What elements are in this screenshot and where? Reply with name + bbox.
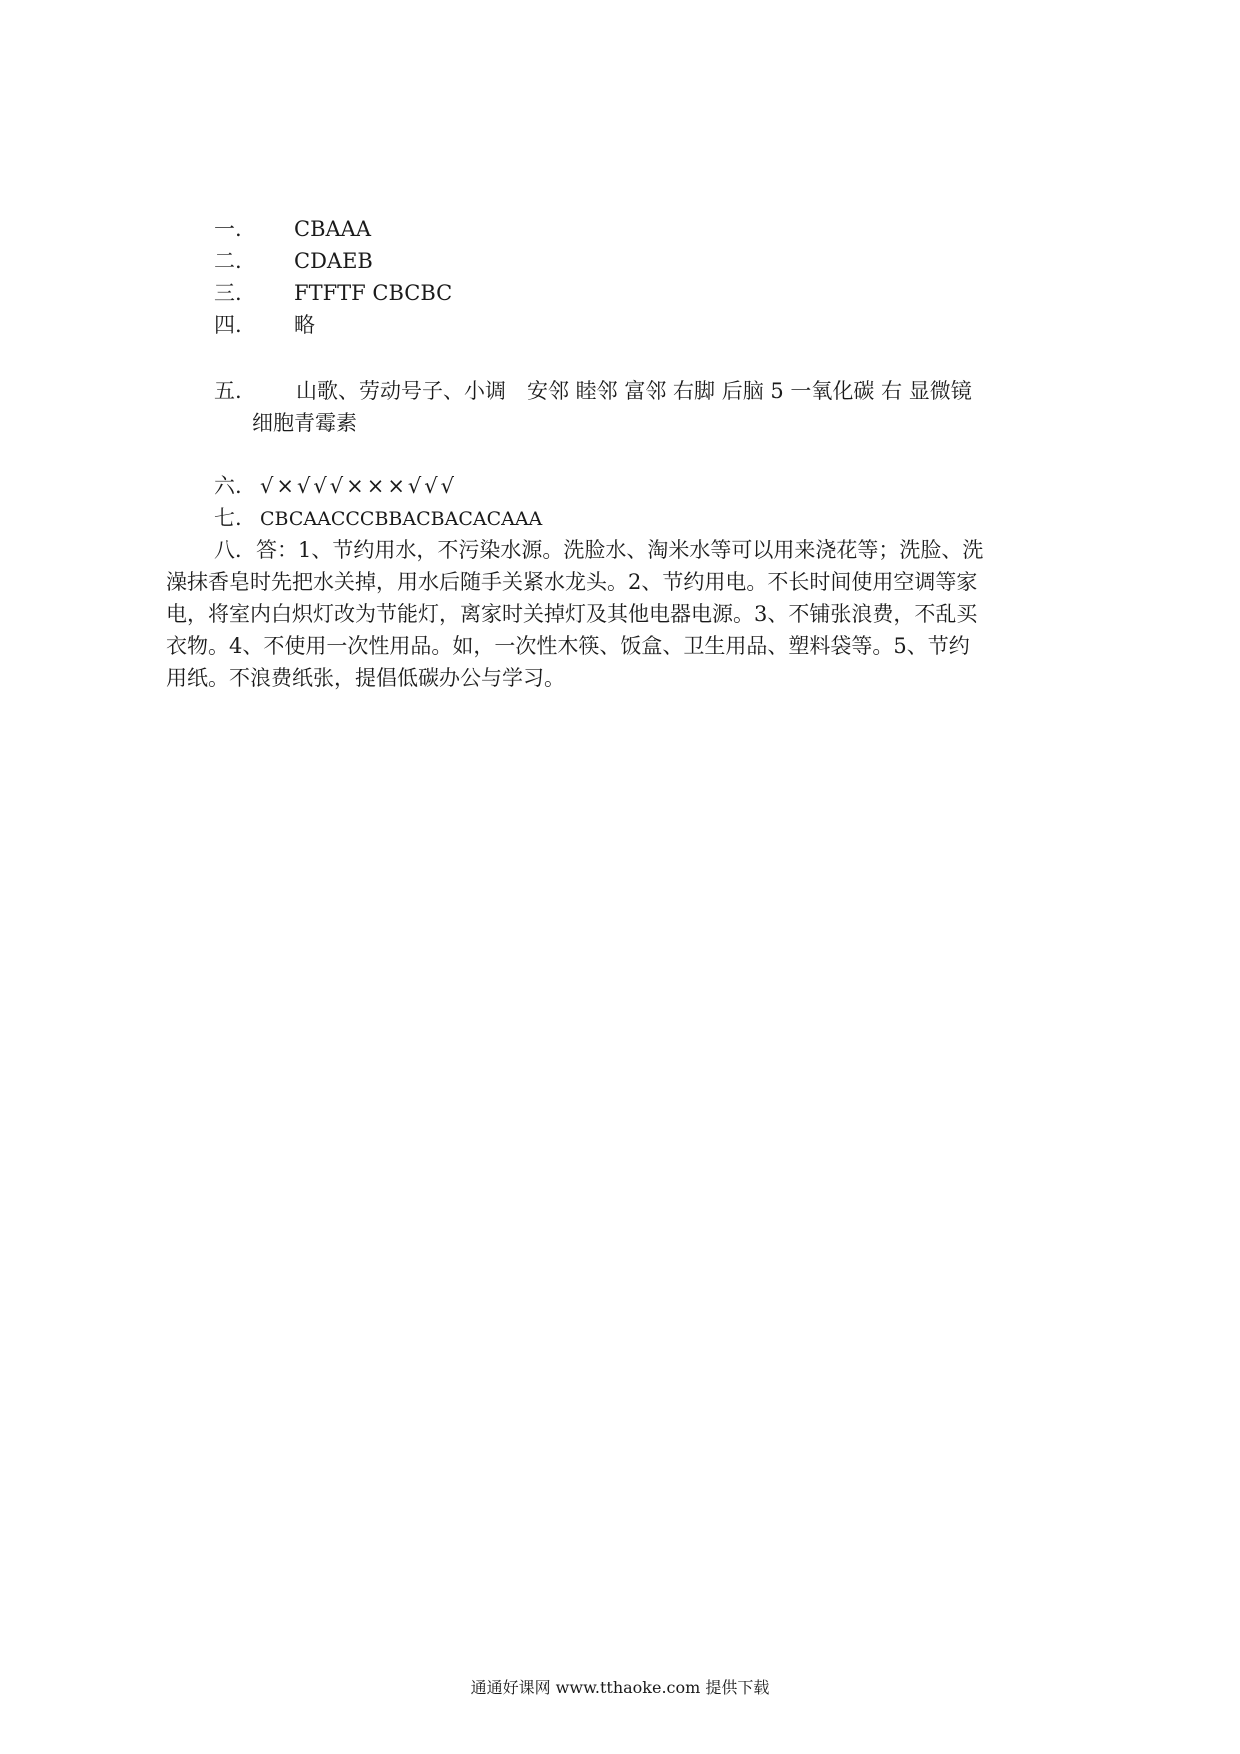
answer-2-text: CDAEB [294, 249, 373, 273]
answer-3-number: 三. [214, 281, 242, 305]
answer-8-line-5 [166, 662, 565, 694]
answer-6-number: 六. [214, 474, 242, 498]
footer-text: 通通好课网 www.tthaoke.com 提供下载 [470, 1678, 770, 1697]
answer-4-text: 略 [294, 313, 315, 337]
answer-3 [214, 277, 452, 309]
answer-7 [214, 502, 542, 535]
answer-8-line-1 [214, 534, 983, 566]
answer-2-number: 二. [214, 249, 242, 273]
answer-8-line-2 [166, 566, 977, 598]
answer-8-line-4 [166, 630, 970, 662]
answer-1-text: CBAAA [294, 217, 371, 241]
page-footer [0, 1676, 1240, 1700]
answer-8-text-3: 电，将室内白炽灯改为节能灯，离家时关掉灯及其他电器电源。3、不铺张浪费，不乱买 [166, 602, 978, 626]
answer-4-number: 四. [214, 313, 242, 337]
answer-6 [214, 470, 457, 502]
answer-7-number: 七. [214, 506, 242, 530]
answer-5-line-2 [252, 407, 357, 439]
answer-5-continuation: 细胞青霉素 [252, 411, 357, 435]
answer-8-text-4: 衣物。4、不使用一次性用品。如，一次性木筷、饭盒、卫生用品、塑料袋等。5、节约 [166, 634, 970, 658]
answer-5-text: 山歌、劳动号子、小调 安邻 睦邻 富邻 右脚 后脑 5 一氧化碳 右 显微镜 [296, 379, 972, 403]
answer-8-text-1: 八．答：1、节约用水，不污染水源。洗脸水、淘米水等可以用来浇花等；洗脸、洗 [214, 538, 984, 562]
answer-5-line-1 [214, 375, 972, 407]
answer-1-number: 一. [214, 217, 242, 241]
answer-2 [214, 245, 373, 277]
answer-5-number: 五. [214, 379, 242, 403]
answer-6-text: √×√√√×××√√√ [260, 474, 458, 498]
answer-3-text: FTFTF CBCBC [294, 281, 453, 305]
answer-8-text-5: 用纸。不浪费纸张，提倡低碳办公与学习。 [166, 666, 565, 690]
answer-8-line-3 [166, 598, 977, 630]
answer-8-text-2: 澡抹香皂时先把水关掉，用水后随手关紧水龙头。2、节约用电。不长时间使用空调等家 [166, 570, 978, 594]
answer-7-text: CBCAACCCBBACBACACAAA [260, 508, 543, 530]
answer-1 [214, 213, 371, 245]
answer-4 [214, 309, 315, 341]
